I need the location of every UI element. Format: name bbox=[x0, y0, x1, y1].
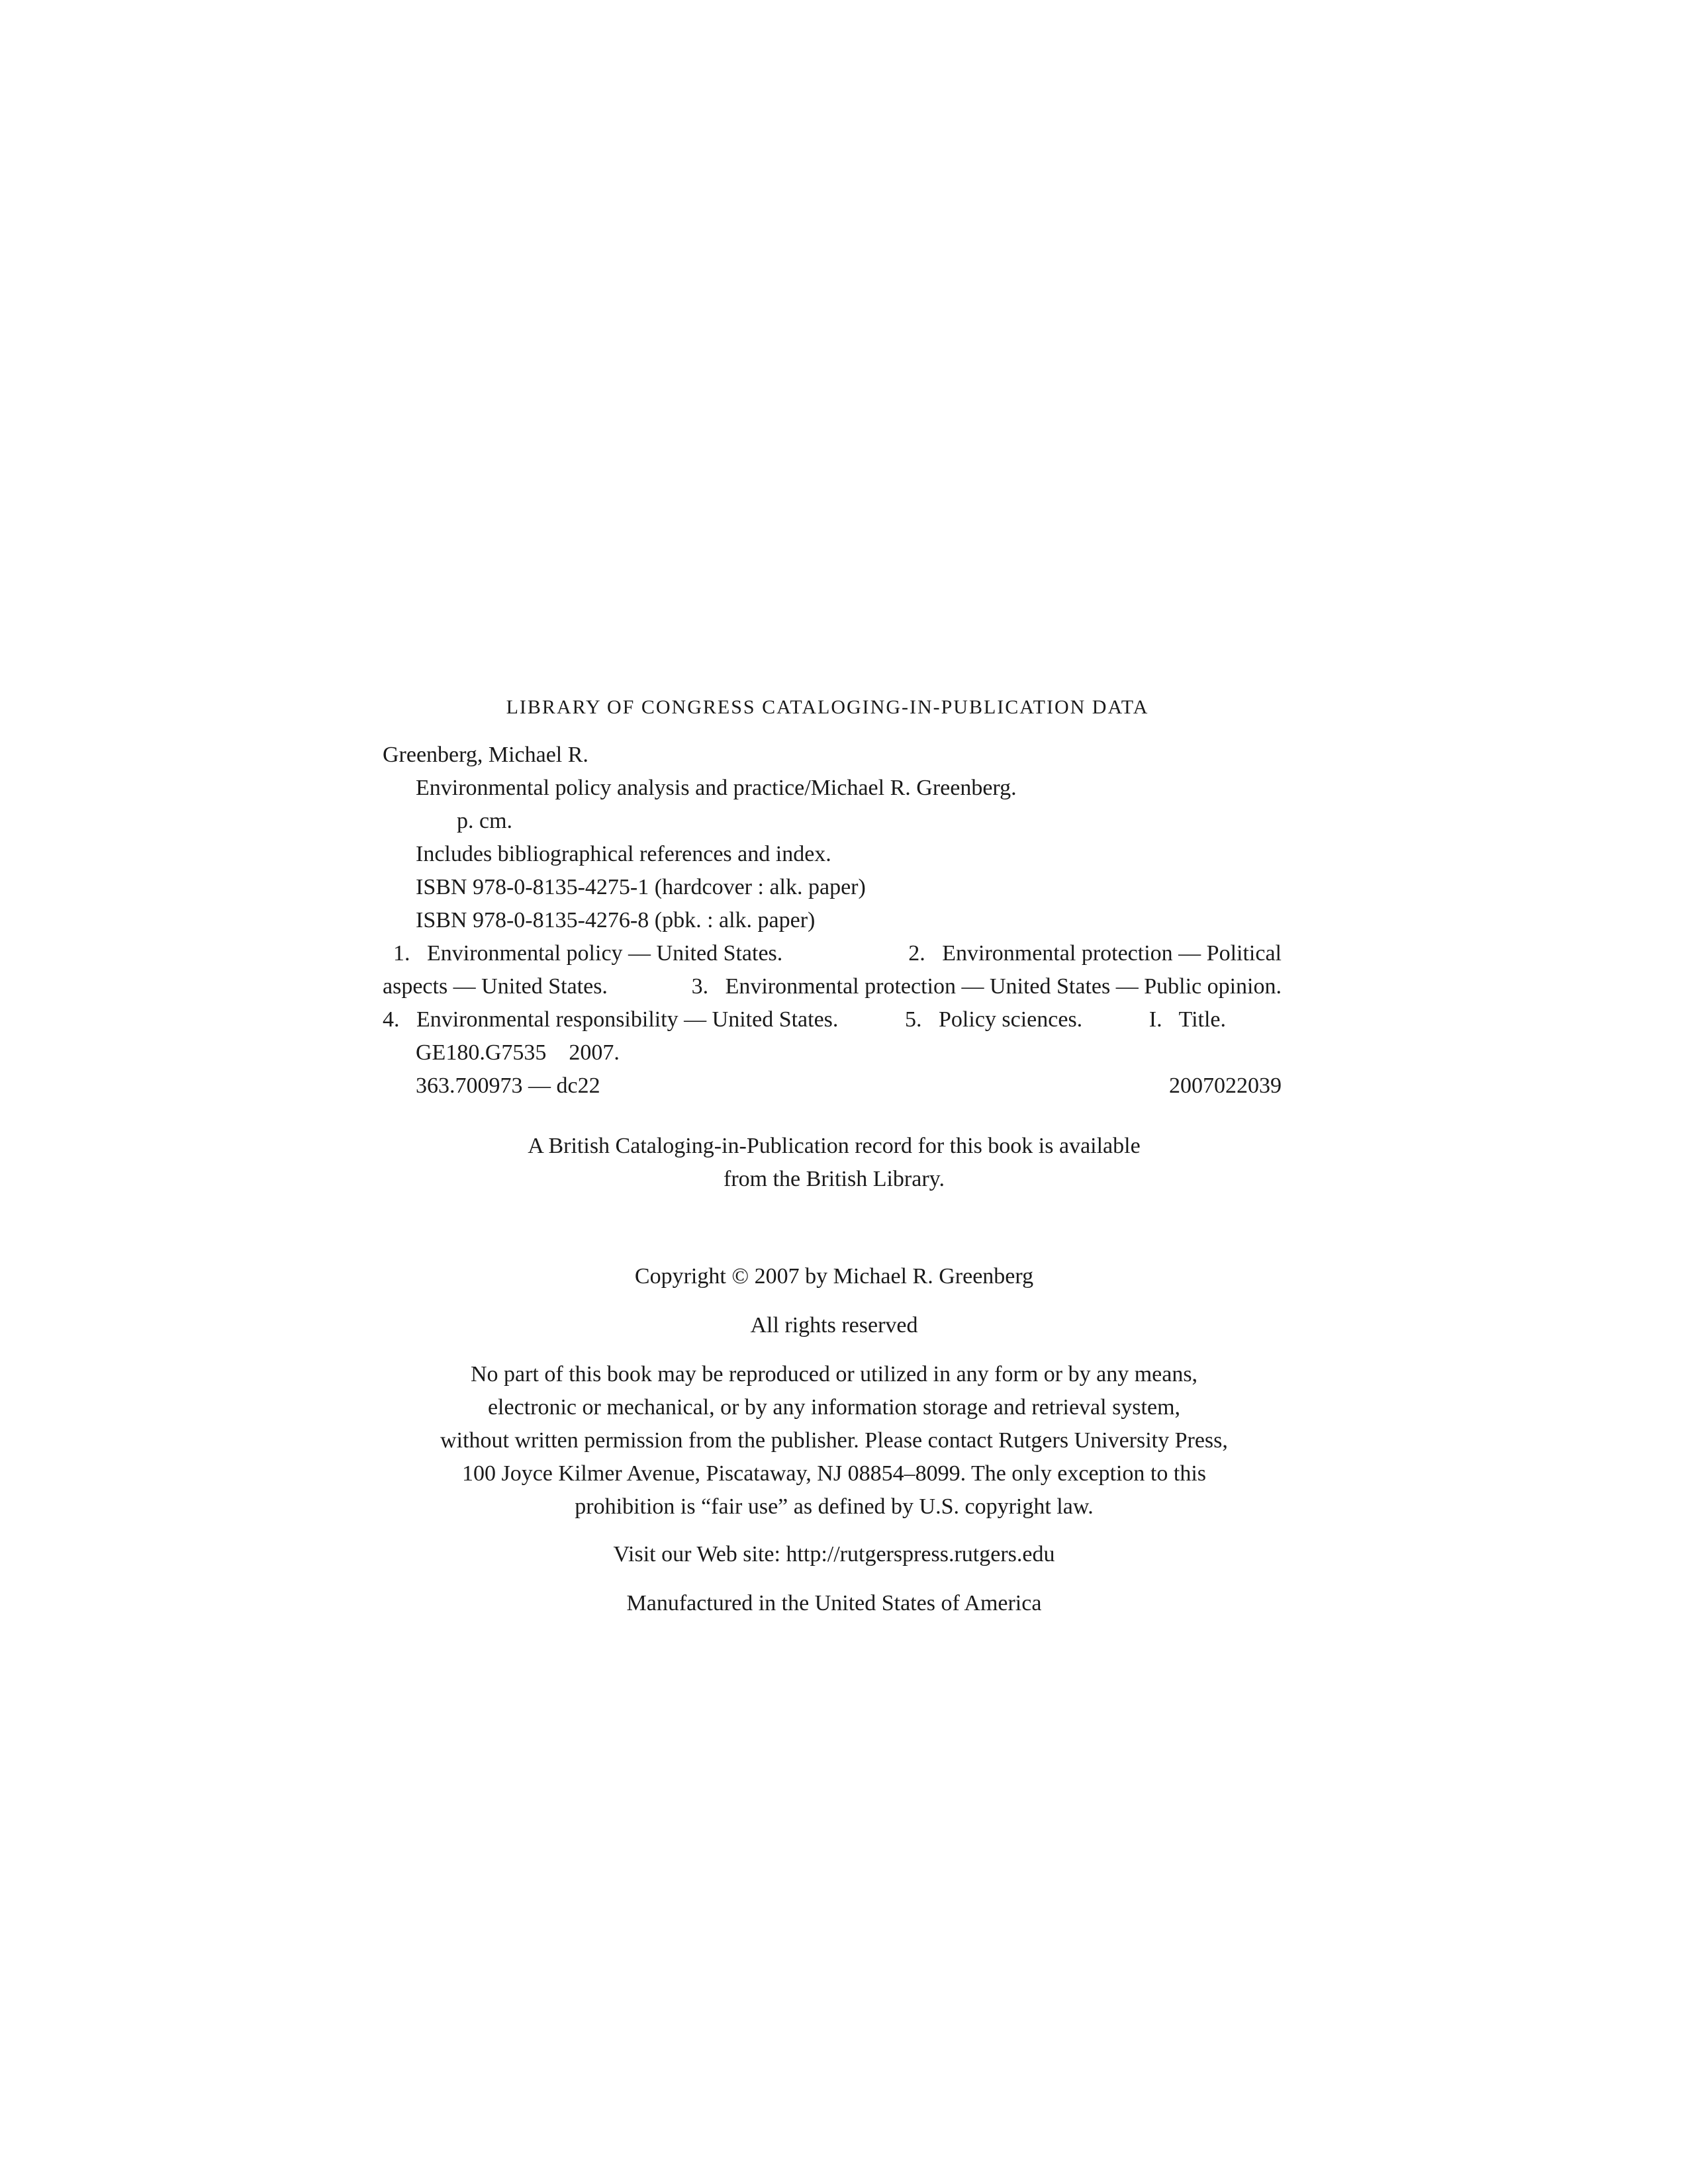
permission-line: 100 Joyce Kilmer Avenue, Piscataway, NJ 08854–8099. The only exception to this bbox=[461, 1461, 1206, 1486]
manufactured-line: Manufactured in the United States of America bbox=[626, 1591, 1042, 1615]
cip-isbn-hardcover: ISBN 978-0-8135-4275-1 (hardcover : alk. paper) bbox=[416, 875, 866, 899]
cip-author: Greenberg, Michael R. bbox=[383, 743, 588, 767]
all-rights-reserved: All rights reserved bbox=[750, 1313, 918, 1338]
permission-line: without written permission from the publisher. Please contact Rutgers University Press, bbox=[440, 1428, 1228, 1453]
copyright-notice: Copyright © 2007 by Michael R. Greenberg bbox=[634, 1264, 1034, 1289]
cip-subject-3: 3. Environmental protection — United States — Public opinion. bbox=[691, 974, 1282, 999]
cip-subject-1: 1. Environmental policy — United States. bbox=[393, 941, 783, 966]
cip-title: Environmental policy analysis and practice/Michael R. Greenberg. bbox=[416, 776, 1017, 800]
permission-line: electronic or mechanical, or by any information storage and retrieval system, bbox=[487, 1395, 1181, 1420]
cip-lc-classification: GE180.G7535 2007. bbox=[416, 1040, 620, 1065]
cip-lccn: 2007022039 bbox=[1169, 1073, 1282, 1098]
cip-record bbox=[383, 739, 1282, 1103]
british-cip-note bbox=[0, 1130, 1668, 1196]
cip-subject-2-start: 2. Environmental protection — Political bbox=[908, 941, 1282, 966]
permission-line: prohibition is “fair use” as defined by U.S. copyright law. bbox=[575, 1494, 1094, 1519]
cip-dewey: 363.700973 — dc22 bbox=[416, 1073, 600, 1098]
cip-pcm: p. cm. bbox=[457, 809, 513, 833]
website-line: Visit our Web site: http://rutgerspress.rutgers.edu bbox=[613, 1542, 1055, 1567]
cip-subject-2-end: aspects — United States. bbox=[383, 974, 608, 999]
cip-subjects bbox=[383, 937, 1282, 1036]
permission-statement bbox=[0, 1358, 1668, 1524]
cip-bibliography-note: Includes bibliographical references and index. bbox=[416, 842, 831, 866]
cip-heading: LIBRARY OF CONGRESS CATALOGING-IN-PUBLICATION DATA bbox=[506, 696, 1149, 718]
cip-subject-4: 4. Environmental responsibility — United States. bbox=[383, 1007, 839, 1032]
cip-numbers-row bbox=[383, 1069, 1282, 1103]
cip-subject-5: 5. Policy sciences. bbox=[905, 1007, 1083, 1032]
permission-line: No part of this book may be reproduced or utilized in any form or by any means, bbox=[470, 1362, 1198, 1387]
british-cip-line-1: A British Cataloging-in-Publication record for this book is available bbox=[528, 1134, 1141, 1158]
british-cip-line-2: from the British Library. bbox=[724, 1167, 945, 1191]
cip-title-entry: I. Title. bbox=[1149, 1007, 1226, 1032]
cip-isbn-paperback: ISBN 978-0-8135-4276-8 (pbk. : alk. paper) bbox=[416, 908, 816, 933]
